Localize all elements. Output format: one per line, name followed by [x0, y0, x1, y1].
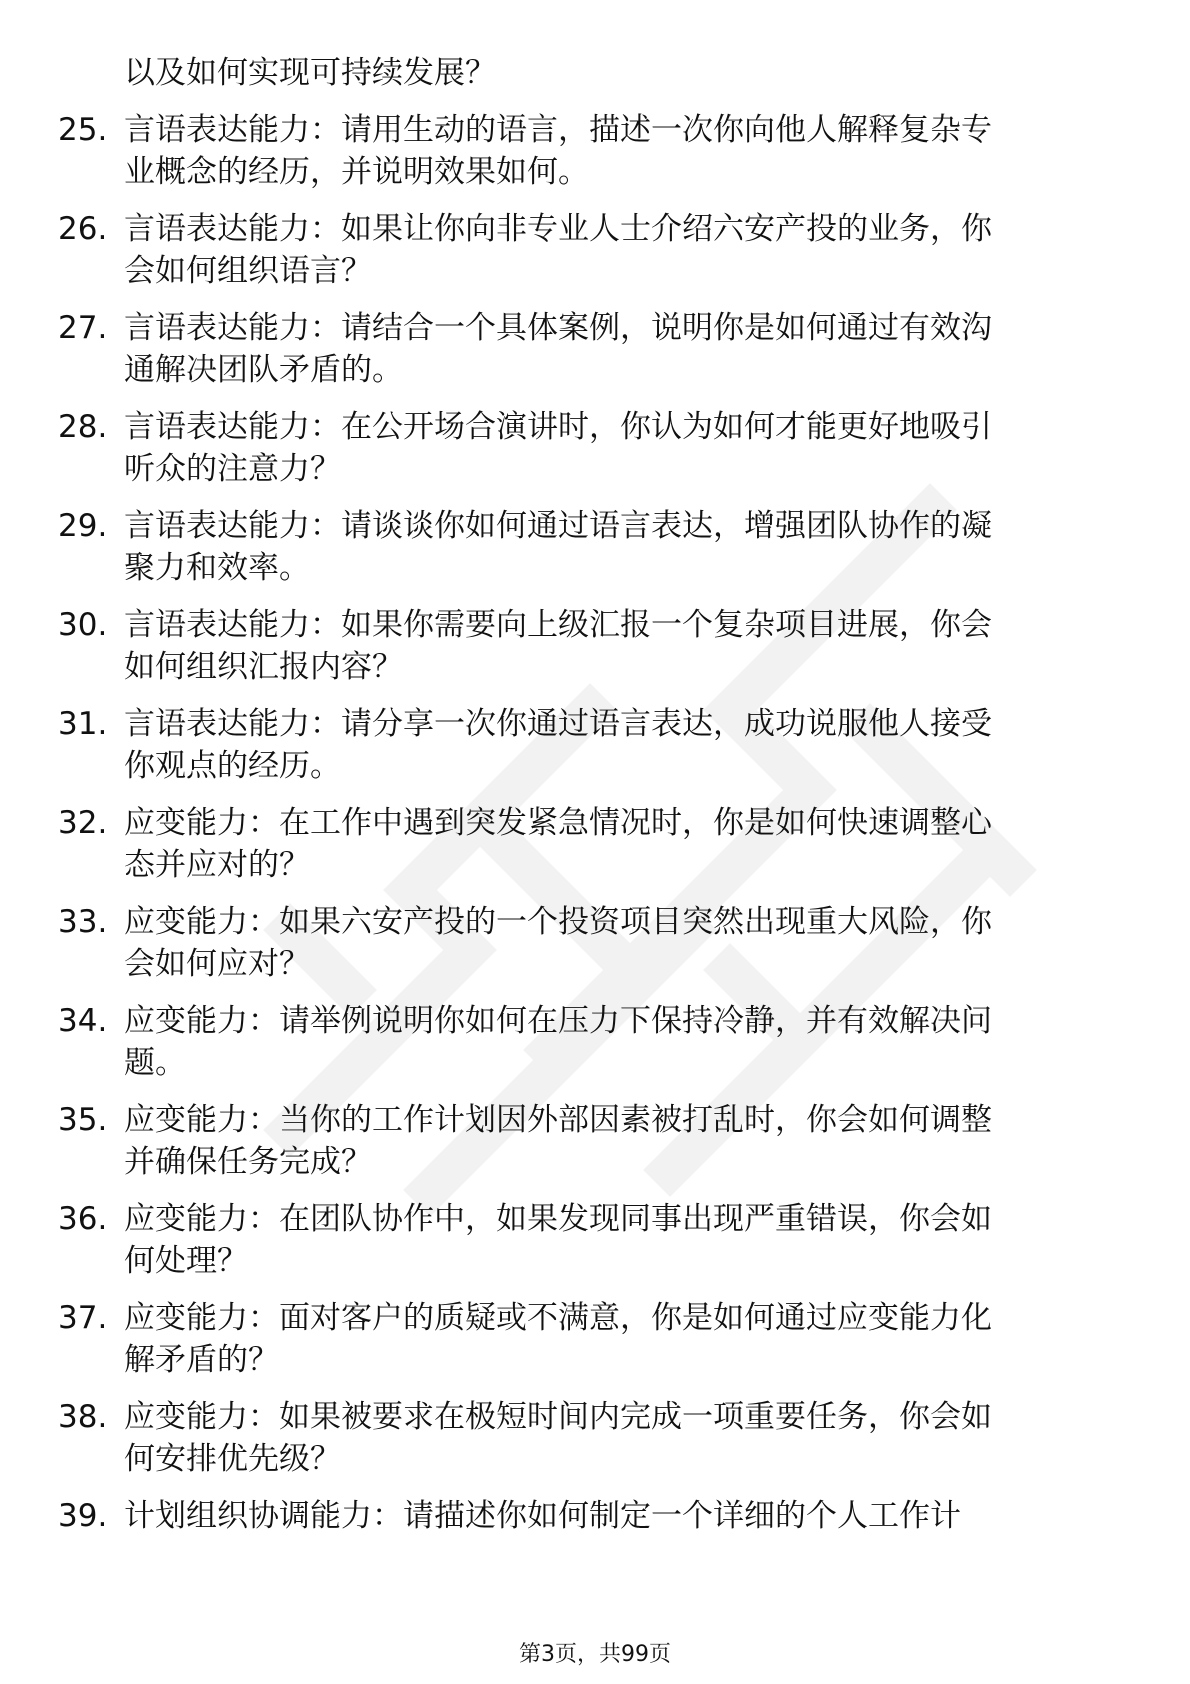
question-number: 36. — [58, 1201, 108, 1237]
question-number: 32. — [58, 805, 108, 841]
question-text-line: 言语表达能力：请谈谈你如何通过语言表达，增强团队协作的凝 — [124, 508, 992, 544]
question-text — [124, 505, 1114, 589]
question-number: 39. — [58, 1498, 108, 1534]
question-text — [124, 1396, 1114, 1480]
question-item — [58, 109, 1118, 193]
question-item — [58, 505, 1118, 589]
question-number: 29. — [58, 508, 108, 544]
question-item — [58, 604, 1118, 688]
question-text — [124, 802, 1114, 886]
question-text-line: 言语表达能力：如果让你向非专业人士介绍六安产投的业务，你 — [124, 211, 992, 247]
question-text-line: 何处理？ — [124, 1243, 248, 1279]
question-text — [124, 1099, 1114, 1183]
question-number: 38. — [58, 1399, 108, 1435]
question-text-line: 题。 — [124, 1045, 186, 1081]
question-text-line: 如何组织汇报内容？ — [124, 649, 403, 685]
question-item — [58, 1495, 1118, 1537]
question-number: 30. — [58, 607, 108, 643]
question-text — [124, 901, 1114, 985]
question-text-line: 会如何组织语言？ — [124, 253, 372, 289]
question-item — [58, 406, 1118, 490]
question-text-line: 言语表达能力：在公开场合演讲时，你认为如何才能更好地吸引 — [124, 409, 992, 445]
question-text-line: 并确保任务完成？ — [124, 1144, 372, 1180]
question-text-line: 何安排优先级？ — [124, 1441, 341, 1477]
question-item — [58, 1396, 1118, 1480]
question-number: 33. — [58, 904, 108, 940]
question-text-line: 你观点的经历。 — [124, 748, 341, 784]
page-footer: 第3页，共99页 — [519, 1642, 671, 1667]
question-number: 37. — [58, 1300, 108, 1336]
question-text — [124, 1297, 1114, 1381]
question-text-line: 应变能力：面对客户的质疑或不满意，你是如何通过应变能力化 — [124, 1300, 992, 1336]
question-text — [124, 208, 1114, 292]
continuation-line: 以及如何实现可持续发展？ — [124, 55, 496, 91]
question-text-line: 会如何应对？ — [124, 946, 310, 982]
question-list — [58, 52, 1118, 1552]
question-text — [124, 109, 1114, 193]
question-number: 35. — [58, 1102, 108, 1138]
question-text-line: 应变能力：在团队协作中，如果发现同事出现严重错误，你会如 — [124, 1201, 992, 1237]
question-text — [124, 1495, 1114, 1537]
question-item — [58, 1099, 1118, 1183]
question-text — [124, 703, 1114, 787]
question-text-line: 听众的注意力？ — [124, 451, 341, 487]
question-number: 25. — [58, 112, 108, 148]
question-text-line: 应变能力：如果六安产投的一个投资项目突然出现重大风险，你 — [124, 904, 992, 940]
question-text-line: 应变能力：当你的工作计划因外部因素被打乱时，你会如何调整 — [124, 1102, 992, 1138]
question-number: 28. — [58, 409, 108, 445]
question-item — [58, 307, 1118, 391]
items-container — [58, 109, 1118, 1537]
question-text-line: 言语表达能力：如果你需要向上级汇报一个复杂项目进展，你会 — [124, 607, 992, 643]
question-text-line: 应变能力：请举例说明你如何在压力下保持冷静，并有效解决问 — [124, 1003, 992, 1039]
question-text — [124, 307, 1114, 391]
question-number: 26. — [58, 211, 108, 247]
question-text-line: 言语表达能力：请分享一次你通过语言表达，成功说服他人接受 — [124, 706, 992, 742]
question-text-line: 言语表达能力：请结合一个具体案例，说明你是如何通过有效沟 — [124, 310, 992, 346]
question-item — [58, 1297, 1118, 1381]
question-item — [58, 1000, 1118, 1084]
question-text-line: 态并应对的？ — [124, 847, 310, 883]
question-number: 27. — [58, 310, 108, 346]
question-text-line: 聚力和效率。 — [124, 550, 310, 586]
question-text-line: 解矛盾的？ — [124, 1342, 279, 1378]
question-text-line: 应变能力：在工作中遇到突发紧急情况时，你是如何快速调整心 — [124, 805, 992, 841]
question-text — [124, 1000, 1114, 1084]
question-text-line: 计划组织协调能力：请描述你如何制定一个详细的个人工作计 — [124, 1498, 961, 1534]
question-item — [58, 802, 1118, 886]
question-text-line: 业概念的经历，并说明效果如何。 — [124, 154, 589, 190]
question-text — [124, 604, 1114, 688]
question-number: 31. — [58, 706, 108, 742]
question-item — [58, 208, 1118, 292]
question-text-line: 言语表达能力：请用生动的语言，描述一次你向他人解释复杂专 — [124, 112, 992, 148]
question-item — [58, 1198, 1118, 1282]
question-text-line: 应变能力：如果被要求在极短时间内完成一项重要任务，你会如 — [124, 1399, 992, 1435]
question-number: 34. — [58, 1003, 108, 1039]
question-text — [124, 1198, 1114, 1282]
question-text — [124, 406, 1114, 490]
question-item — [58, 901, 1118, 985]
question-item — [58, 703, 1118, 787]
question-text-line: 通解决团队矛盾的。 — [124, 352, 403, 388]
